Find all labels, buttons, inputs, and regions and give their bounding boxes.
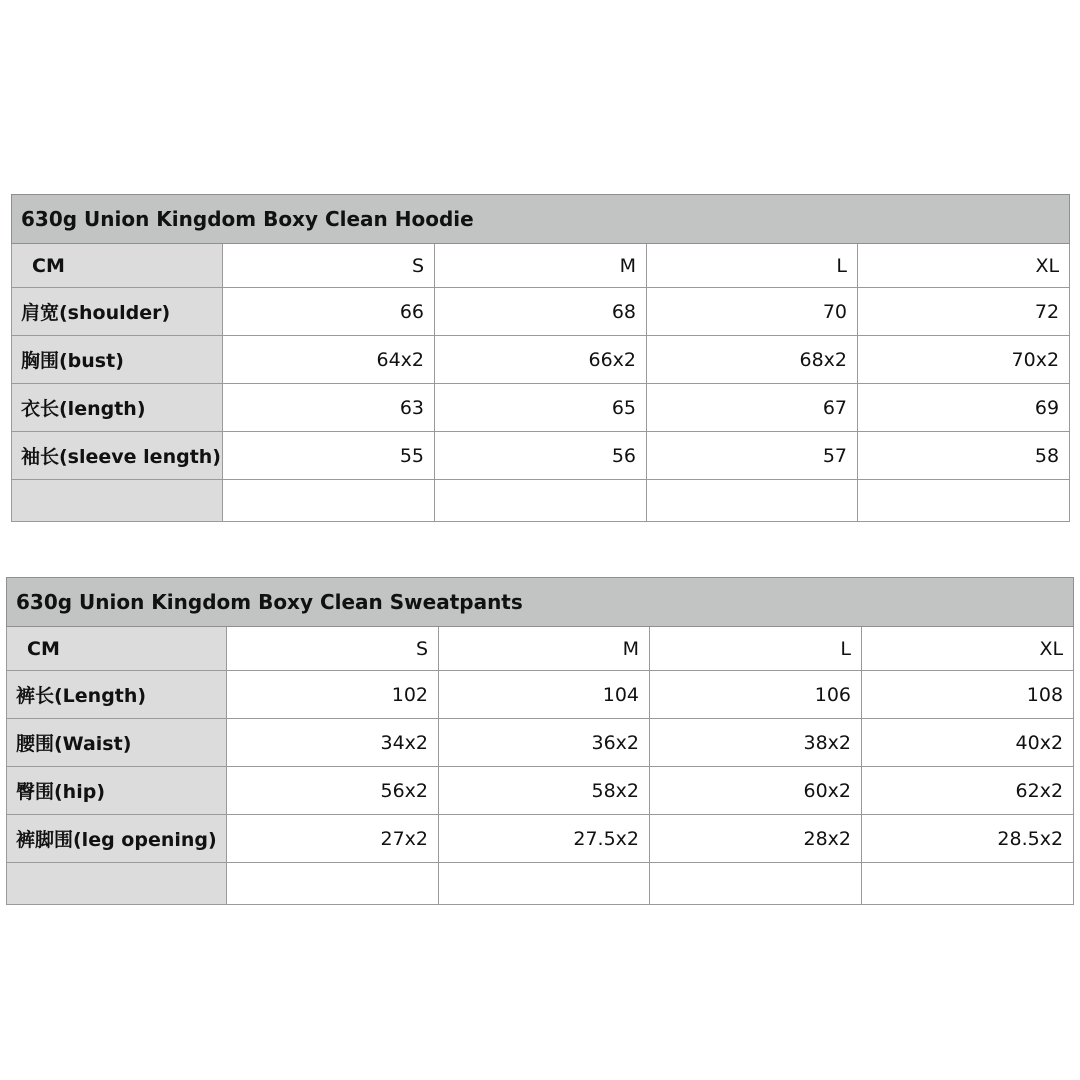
size-value bbox=[439, 863, 650, 905]
size-value: 28.5x2 bbox=[862, 815, 1074, 863]
table-row bbox=[12, 288, 1070, 336]
size-value: 69 bbox=[858, 384, 1070, 432]
table-row-empty bbox=[12, 480, 1070, 522]
unit-label: CM bbox=[12, 244, 223, 288]
size-value: 55 bbox=[223, 432, 435, 480]
sweatpants-table-title: 630g Union Kingdom Boxy Clean Sweatpants bbox=[7, 578, 1074, 627]
size-value: 68x2 bbox=[647, 336, 858, 384]
table-row bbox=[12, 336, 1070, 384]
size-value bbox=[227, 863, 439, 905]
table-row bbox=[12, 432, 1070, 480]
size-header: L bbox=[650, 627, 862, 671]
table-row bbox=[12, 384, 1070, 432]
size-value: 56x2 bbox=[227, 767, 439, 815]
row-label: 袖长(sleeve length) bbox=[12, 432, 223, 480]
row-label: 肩宽(shoulder) bbox=[12, 288, 223, 336]
size-value: 60x2 bbox=[650, 767, 862, 815]
size-value: 66 bbox=[223, 288, 435, 336]
size-header: L bbox=[647, 244, 858, 288]
size-header: S bbox=[223, 244, 435, 288]
size-value: 108 bbox=[862, 671, 1074, 719]
size-value bbox=[435, 480, 647, 522]
size-header: M bbox=[439, 627, 650, 671]
size-value: 62x2 bbox=[862, 767, 1074, 815]
table-row bbox=[7, 767, 1074, 815]
row-label: 裤脚围(leg opening) bbox=[7, 815, 227, 863]
size-value bbox=[862, 863, 1074, 905]
row-label: 裤长(Length) bbox=[7, 671, 227, 719]
row-label: 胸围(bust) bbox=[12, 336, 223, 384]
size-value: 106 bbox=[650, 671, 862, 719]
size-value: 38x2 bbox=[650, 719, 862, 767]
table-row bbox=[7, 719, 1074, 767]
size-value: 65 bbox=[435, 384, 647, 432]
hoodie-size-header-row bbox=[12, 244, 1070, 288]
size-value: 56 bbox=[435, 432, 647, 480]
size-value: 58 bbox=[858, 432, 1070, 480]
size-value: 68 bbox=[435, 288, 647, 336]
size-value bbox=[650, 863, 862, 905]
size-value: 67 bbox=[647, 384, 858, 432]
size-value: 104 bbox=[439, 671, 650, 719]
size-header: S bbox=[227, 627, 439, 671]
size-value: 40x2 bbox=[862, 719, 1074, 767]
size-value: 28x2 bbox=[650, 815, 862, 863]
unit-label: CM bbox=[7, 627, 227, 671]
size-header: M bbox=[435, 244, 647, 288]
size-value: 102 bbox=[227, 671, 439, 719]
size-value bbox=[647, 480, 858, 522]
size-header: XL bbox=[862, 627, 1074, 671]
size-value bbox=[858, 480, 1070, 522]
size-value: 72 bbox=[858, 288, 1070, 336]
size-value: 58x2 bbox=[439, 767, 650, 815]
size-value: 64x2 bbox=[223, 336, 435, 384]
row-label bbox=[12, 480, 223, 522]
size-value: 70 bbox=[647, 288, 858, 336]
size-value: 70x2 bbox=[858, 336, 1070, 384]
size-value: 57 bbox=[647, 432, 858, 480]
table-row bbox=[7, 815, 1074, 863]
row-label: 腰围(Waist) bbox=[7, 719, 227, 767]
size-value: 27.5x2 bbox=[439, 815, 650, 863]
hoodie-table-title: 630g Union Kingdom Boxy Clean Hoodie bbox=[12, 195, 1070, 244]
table-row bbox=[7, 671, 1074, 719]
size-value: 63 bbox=[223, 384, 435, 432]
sweatpants-size-table bbox=[6, 577, 1074, 905]
size-value: 36x2 bbox=[439, 719, 650, 767]
size-header: XL bbox=[858, 244, 1070, 288]
sweatpants-size-header-row bbox=[7, 627, 1074, 671]
size-value: 27x2 bbox=[227, 815, 439, 863]
hoodie-size-table bbox=[11, 194, 1070, 522]
size-value bbox=[223, 480, 435, 522]
row-label bbox=[7, 863, 227, 905]
row-label: 臀围(hip) bbox=[7, 767, 227, 815]
size-value: 66x2 bbox=[435, 336, 647, 384]
size-value: 34x2 bbox=[227, 719, 439, 767]
table-row-empty bbox=[7, 863, 1074, 905]
row-label: 衣长(length) bbox=[12, 384, 223, 432]
